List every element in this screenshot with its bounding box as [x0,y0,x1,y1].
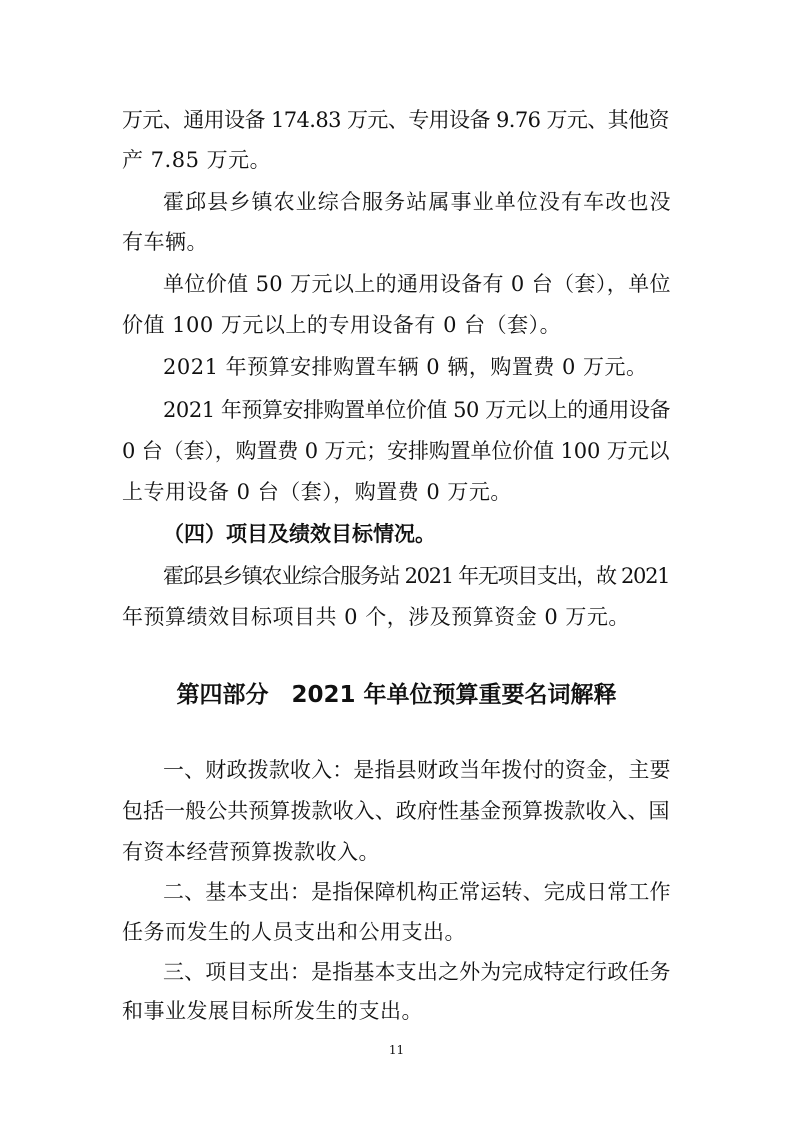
section-heading: （四）项目及绩效目标情况。 [163,522,436,546]
body-line: 三、项目支出：是指基本支出之外为完成特定行政任务 [163,960,671,984]
body-line: 有车辆。 [122,230,208,254]
body-line: 2021 年预算安排购置单位价值 50 万元以上的通用设备 [163,398,671,422]
body-line: 任务而发生的人员支出和公用支出。 [122,920,466,944]
body-line: 包括一般公共预算拨款收入、政府性基金预算拨款收入、国 [122,799,670,823]
body-line: 和事业发展目标所发生的支出。 [122,999,423,1023]
body-line: 霍邱县乡镇农业综合服务站属事业单位没有车改也没 [163,190,672,214]
body-line: 单位价值 50 万元以上的通用设备有 0 台（套），单位 [163,272,671,296]
body-line: 价值 100 万元以上的专用设备有 0 台（套）。 [122,313,562,337]
part-title: 第四部分 2021 年单位预算重要名词解释 [176,682,617,708]
body-line: 2021 年预算安排购置车辆 0 辆，购置费 0 万元。 [163,355,648,379]
body-line: 0 台（套），购置费 0 万元；安排购置单位价值 100 万元以 [122,439,670,463]
body-line: 二、基本支出：是指保障机构正常运转、完成日常工作 [163,880,671,904]
body-line: 上专用设备 0 台（套），购置费 0 万元。 [122,480,512,504]
body-line: 一、财政拨款收入：是指县财政当年拨付的资金，主要 [163,758,671,782]
body-line: 万元、通用设备 174.83 万元、专用设备 9.76 万元、其他资 [122,108,669,132]
body-line: 霍邱县乡镇农业综合服务站 2021 年无项目支出，故 2021 [163,564,670,588]
body-line: 产 7.85 万元。 [122,148,272,172]
body-line: 有资本经营预算拨款收入。 [122,840,380,864]
page-number: 11 [388,1043,405,1057]
body-line: 年预算绩效目标项目共 0 个，涉及预算资金 0 万元。 [122,605,630,629]
